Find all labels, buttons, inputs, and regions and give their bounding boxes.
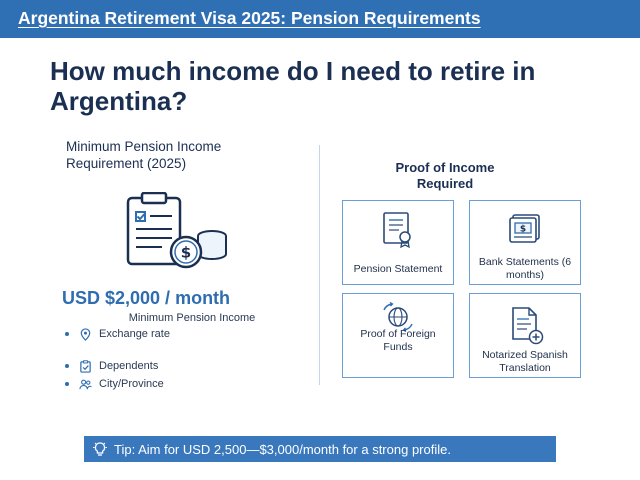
page-headline: How much income do I need to retire in Argentina? <box>50 56 536 116</box>
title-banner <box>0 0 640 38</box>
requirement-title: Minimum Pension Income Requirement (2025) <box>66 139 222 171</box>
column-divider <box>319 145 320 385</box>
clipboard-check-icon <box>79 360 92 373</box>
document-plus-icon <box>505 306 545 346</box>
tip-text: Tip: Aim for USD 2,500—$3,000/month for a strong profile. <box>114 441 451 457</box>
proof-card-label: Pension Statement <box>353 263 443 275</box>
proof-card-translation <box>469 293 581 378</box>
svg-text:$: $ <box>519 224 527 235</box>
tip-bar <box>84 436 556 462</box>
proof-card-label: Proof of Foreign Funds <box>360 328 436 353</box>
bank-statement-icon <box>505 213 545 245</box>
svg-text:$: $ <box>180 243 192 262</box>
proof-card-bank-statements <box>469 200 581 285</box>
lightbulb-icon <box>92 441 108 457</box>
pension-amount: USD $2,000 / month <box>62 288 231 308</box>
bullet-dot <box>65 382 69 386</box>
banner-title: Argentina Retirement Visa 2025: Pension Requirements <box>18 8 481 28</box>
factor-item <box>65 376 285 392</box>
factor-label: City/Province <box>99 378 164 390</box>
clipboard-coins-icon <box>120 192 232 274</box>
factor-item <box>65 326 285 342</box>
proof-card-foreign-funds <box>342 293 454 378</box>
certificate-icon <box>380 211 416 249</box>
proof-card-label: Bank Statements (6 months) <box>478 256 572 281</box>
proof-card-pension-statement <box>342 200 454 285</box>
pension-amount-caption: Minimum Pension Income <box>128 312 256 324</box>
factor-label: Exchange rate <box>99 328 170 340</box>
factor-label: Dependents <box>99 360 159 372</box>
location-pin-icon <box>79 328 92 341</box>
bullet-dot <box>65 332 69 336</box>
bullet-dot <box>65 364 69 368</box>
factor-item <box>65 358 285 374</box>
people-icon <box>79 378 92 391</box>
proof-card-label: Notarized Spanish Translation <box>482 349 568 374</box>
proof-title: Proof of Income Required <box>395 160 495 191</box>
